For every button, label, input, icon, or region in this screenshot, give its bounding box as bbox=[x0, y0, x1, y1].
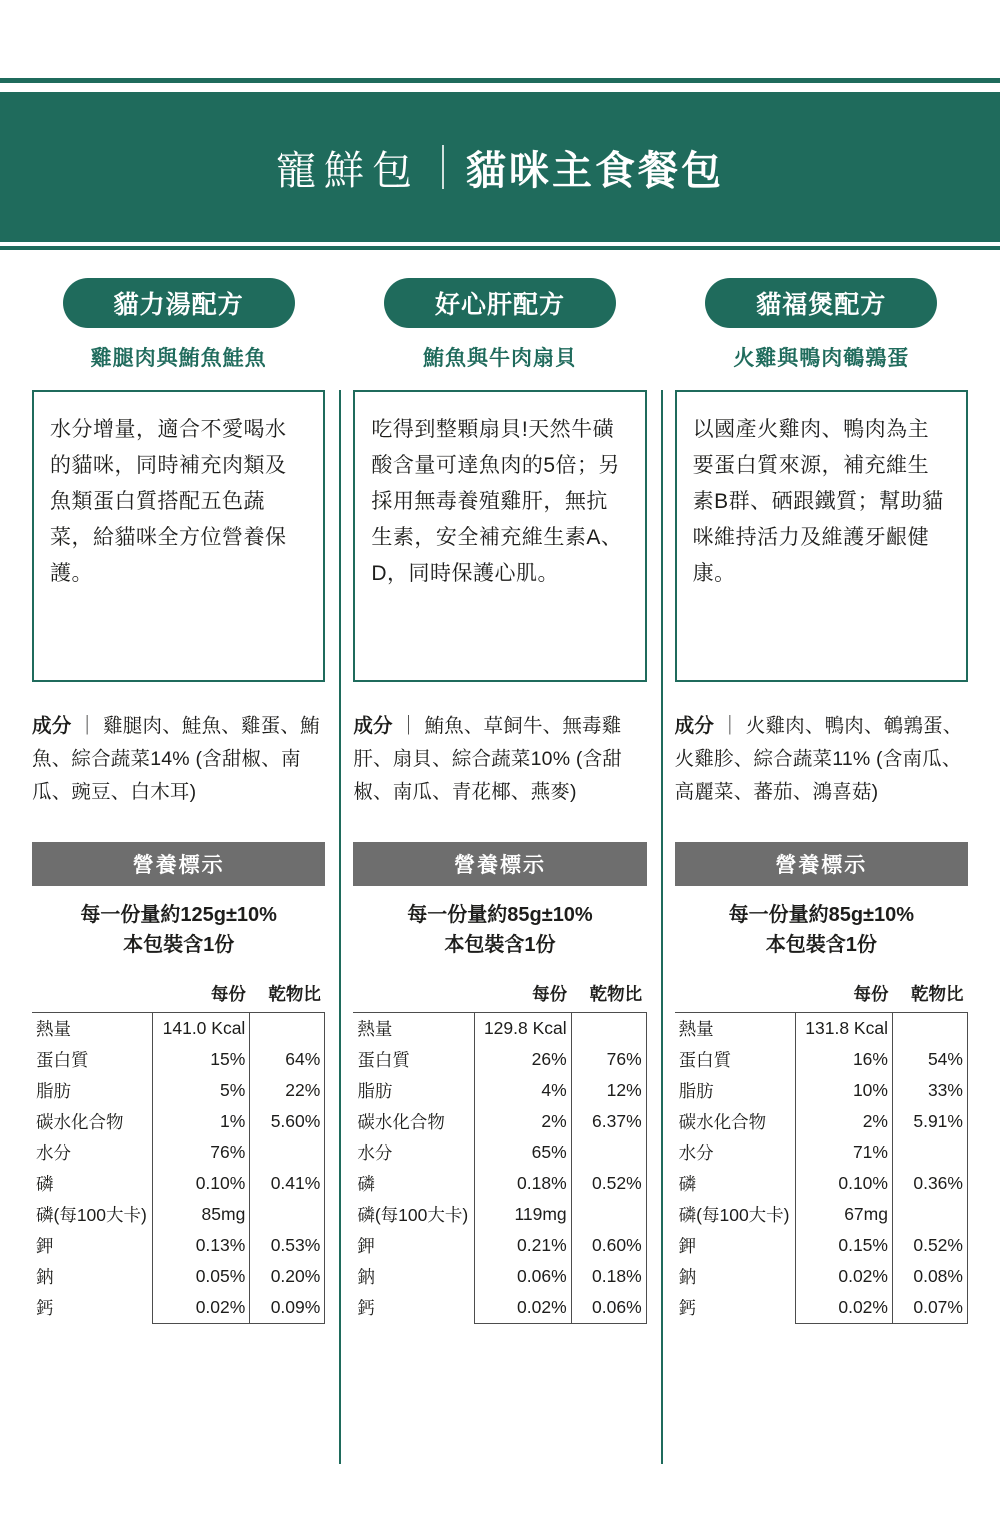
col-header-per-serving: 每份 bbox=[474, 978, 571, 1013]
nutrient-per-serving: 0.21% bbox=[474, 1230, 571, 1261]
nutrient-name: 水分 bbox=[36, 1143, 71, 1164]
nutrient-per-serving: 0.05% bbox=[153, 1261, 250, 1292]
nutrient-name: 碳水化合物 bbox=[678, 1112, 767, 1133]
table-row bbox=[353, 1199, 646, 1230]
nutrient-dry-matter bbox=[892, 1199, 967, 1230]
table-row bbox=[353, 1168, 646, 1199]
ingredients-text-1: 雞腿肉、鮭魚、雞蛋、鮪魚、綜合蔬菜14% (含甜椒、南瓜、豌豆、白木耳) bbox=[32, 715, 320, 803]
nutrient-dry-matter bbox=[571, 1199, 646, 1230]
nutrition-header-2: 營養標示 bbox=[353, 842, 646, 886]
nutrient-per-serving: 0.02% bbox=[474, 1292, 571, 1323]
nutrient-dry-matter: 0.07% bbox=[892, 1292, 967, 1323]
nutrient-per-serving: 76% bbox=[153, 1137, 250, 1168]
nutrient-name: 鈉 bbox=[357, 1267, 375, 1288]
nutrient-per-serving: 0.06% bbox=[474, 1261, 571, 1292]
nutrient-dry-matter: 64% bbox=[250, 1044, 325, 1075]
nutrient-dry-matter bbox=[571, 1137, 646, 1168]
nutrient-name: 鈉 bbox=[678, 1267, 697, 1288]
nutrient-per-serving: 85mg bbox=[153, 1199, 250, 1230]
table-row bbox=[353, 1230, 646, 1261]
table-header-row bbox=[32, 978, 325, 1013]
nutrient-per-serving: 10% bbox=[795, 1075, 892, 1106]
ingredients-separator-2: ｜ bbox=[398, 715, 419, 737]
serving-count-3: 本包裝含1份 bbox=[765, 934, 877, 957]
serving-size-3: 每一份量約85g±10% bbox=[728, 904, 915, 927]
nutrient-name: 碳水化合物 bbox=[36, 1112, 124, 1133]
page-header bbox=[0, 92, 1000, 242]
page-header-band bbox=[0, 92, 1000, 242]
table-row bbox=[353, 1292, 646, 1323]
formula-name-badge-2: 好心肝配方 bbox=[384, 278, 616, 328]
formula-subtitle-2: 鮪魚與牛肉扇貝 bbox=[422, 347, 577, 370]
nutrient-name: 蛋白質 bbox=[357, 1050, 410, 1071]
nutrient-name: 蛋白質 bbox=[678, 1050, 732, 1071]
nutrient-dry-matter: 0.52% bbox=[892, 1230, 967, 1261]
nutrient-name: 鈣 bbox=[357, 1298, 375, 1319]
nutrient-dry-matter: 0.41% bbox=[250, 1168, 325, 1199]
top-divider-rule bbox=[0, 78, 1000, 83]
nutrient-per-serving: 2% bbox=[795, 1106, 892, 1137]
nutrient-name: 脂肪 bbox=[678, 1081, 714, 1102]
nutrient-dry-matter bbox=[571, 1013, 646, 1045]
formula-name-badge-3: 貓福煲配方 bbox=[705, 278, 937, 328]
serving-size-1: 每一份量約125g±10% bbox=[80, 904, 277, 927]
nutrient-per-serving: 0.18% bbox=[474, 1168, 571, 1199]
nutrition-table-1 bbox=[32, 978, 325, 1324]
col-header-blank bbox=[353, 978, 474, 1013]
table-row bbox=[353, 1075, 646, 1106]
table-row bbox=[353, 1137, 646, 1168]
table-header-row bbox=[675, 978, 968, 1013]
nutrient-name: 鉀 bbox=[678, 1236, 697, 1257]
formula-column-1 bbox=[18, 278, 339, 1324]
header-underline-rule bbox=[0, 246, 1000, 250]
table-row bbox=[32, 1106, 325, 1137]
nutrient-per-serving: 2% bbox=[474, 1106, 571, 1137]
table-row bbox=[675, 1230, 968, 1261]
table-row bbox=[353, 1013, 646, 1045]
nutrient-dry-matter: 12% bbox=[571, 1075, 646, 1106]
nutrient-per-serving: 1% bbox=[153, 1106, 250, 1137]
table-row bbox=[675, 1013, 968, 1045]
nutrient-dry-matter: 54% bbox=[892, 1044, 967, 1075]
brand-title: 寵鮮包 bbox=[276, 148, 420, 193]
nutrient-name: 蛋白質 bbox=[36, 1050, 89, 1071]
formula-subtitle-3: 火雞與鴨肉鵪鶉蛋 bbox=[733, 347, 910, 370]
nutrient-name: 磷(每100大卡) bbox=[36, 1205, 147, 1226]
formula-description-2: 吃得到整顆扇貝!天然牛磺酸含量可達魚肉的5倍；另採用無毒養殖雞肝，無抗生素，安全補充維生素A、D，同時保護心肌。 bbox=[353, 390, 646, 682]
col-header-per-serving: 每份 bbox=[795, 978, 892, 1013]
nutrient-name: 熱量 bbox=[357, 1019, 393, 1040]
ingredients-block-2 bbox=[353, 710, 646, 808]
nutrient-name: 磷 bbox=[357, 1174, 375, 1195]
nutrient-per-serving: 0.13% bbox=[153, 1230, 250, 1261]
nutrient-dry-matter: 0.06% bbox=[571, 1292, 646, 1323]
table-row bbox=[675, 1261, 968, 1292]
table-row bbox=[675, 1292, 968, 1323]
formula-subtitle-1: 雞腿肉與鮪魚鮭魚 bbox=[90, 347, 267, 370]
nutrient-dry-matter: 22% bbox=[250, 1075, 325, 1106]
nutrient-per-serving: 129.8 Kcal bbox=[474, 1013, 571, 1045]
col-header-per-serving: 每份 bbox=[153, 978, 250, 1013]
table-row bbox=[353, 1261, 646, 1292]
nutrient-dry-matter: 6.37% bbox=[571, 1106, 646, 1137]
table-row bbox=[675, 1044, 968, 1075]
table-row bbox=[675, 1106, 968, 1137]
table-row bbox=[32, 1168, 325, 1199]
serving-info-2 bbox=[353, 900, 646, 960]
page-title: 貓咪主食餐包 bbox=[466, 148, 724, 193]
formula-column-2 bbox=[339, 278, 660, 1324]
nutrient-per-serving: 0.02% bbox=[153, 1292, 250, 1323]
nutrient-name: 鈣 bbox=[678, 1298, 697, 1319]
nutrient-per-serving: 71% bbox=[795, 1137, 892, 1168]
nutrient-name: 鈉 bbox=[36, 1267, 54, 1288]
nutrient-per-serving: 0.15% bbox=[795, 1230, 892, 1261]
nutrient-dry-matter bbox=[250, 1199, 325, 1230]
formula-columns bbox=[18, 278, 982, 1324]
nutrient-per-serving: 65% bbox=[474, 1137, 571, 1168]
table-row bbox=[675, 1168, 968, 1199]
col-header-dry-matter: 乾物比 bbox=[250, 978, 325, 1013]
nutrient-name: 鈣 bbox=[36, 1298, 54, 1319]
serving-count-2: 本包裝含1份 bbox=[444, 934, 556, 957]
col-header-blank bbox=[675, 978, 796, 1013]
nutrient-dry-matter: 33% bbox=[892, 1075, 967, 1106]
ingredients-text-3: 火雞肉、鴨肉、鵪鶉蛋、火雞胗、綜合蔬菜11% (含南瓜、高麗菜、蕃茄、鴻喜菇) bbox=[674, 715, 963, 803]
nutrition-table-body-1 bbox=[32, 1013, 325, 1324]
formula-column-3 bbox=[661, 278, 982, 1324]
nutrient-dry-matter: 0.09% bbox=[250, 1292, 325, 1323]
nutrient-dry-matter: 0.36% bbox=[892, 1168, 967, 1199]
nutrient-dry-matter: 0.52% bbox=[571, 1168, 646, 1199]
nutrient-per-serving: 0.02% bbox=[795, 1292, 892, 1323]
table-row bbox=[675, 1137, 968, 1168]
ingredients-separator-3: ｜ bbox=[720, 715, 740, 737]
nutrient-name: 鉀 bbox=[357, 1236, 375, 1257]
nutrient-dry-matter: 0.60% bbox=[571, 1230, 646, 1261]
col-header-dry-matter: 乾物比 bbox=[892, 978, 967, 1013]
col-header-dry-matter: 乾物比 bbox=[571, 978, 646, 1013]
nutrient-name: 碳水化合物 bbox=[357, 1112, 445, 1133]
nutrient-dry-matter bbox=[250, 1137, 325, 1168]
nutrient-name: 熱量 bbox=[36, 1019, 71, 1040]
nutrient-dry-matter: 5.60% bbox=[250, 1106, 325, 1137]
nutrient-dry-matter: 5.91% bbox=[892, 1106, 967, 1137]
header-divider bbox=[442, 145, 444, 189]
nutrient-per-serving: 0.10% bbox=[795, 1168, 892, 1199]
nutrient-dry-matter: 0.08% bbox=[892, 1261, 967, 1292]
nutrient-dry-matter: 76% bbox=[571, 1044, 646, 1075]
ingredients-label-2: 成分 bbox=[353, 715, 393, 737]
table-row bbox=[32, 1075, 325, 1106]
table-row bbox=[32, 1013, 325, 1045]
ingredients-block-1 bbox=[32, 710, 325, 808]
formula-description-3: 以國產火雞肉、鴨肉為主要蛋白質來源，補充維生素B群、硒跟鐵質；幫助貓咪維持活力及維護牙齦健康。 bbox=[675, 390, 968, 682]
nutrient-name: 熱量 bbox=[678, 1019, 714, 1040]
nutrient-name: 磷(每100大卡) bbox=[357, 1205, 469, 1226]
ingredients-text-2: 鮪魚、草飼牛、無毒雞肝、扇貝、綜合蔬菜10% (含甜椒、南瓜、青花椰、燕麥) bbox=[353, 715, 622, 803]
formula-name-badge-1: 貓力湯配方 bbox=[63, 278, 295, 328]
nutrient-per-serving: 131.8 Kcal bbox=[795, 1013, 892, 1045]
nutrient-per-serving: 26% bbox=[474, 1044, 571, 1075]
nutrient-name: 水分 bbox=[678, 1143, 714, 1164]
nutrient-dry-matter: 0.53% bbox=[250, 1230, 325, 1261]
serving-info-1 bbox=[32, 900, 325, 960]
nutrient-per-serving: 0.10% bbox=[153, 1168, 250, 1199]
ingredients-label-3: 成分 bbox=[674, 715, 715, 737]
table-row bbox=[32, 1044, 325, 1075]
table-row bbox=[353, 1106, 646, 1137]
nutrient-name: 磷 bbox=[678, 1174, 697, 1195]
ingredients-separator-1: ｜ bbox=[77, 715, 98, 737]
nutrient-dry-matter: 0.20% bbox=[250, 1261, 325, 1292]
table-row bbox=[32, 1292, 325, 1323]
nutrient-per-serving: 15% bbox=[153, 1044, 250, 1075]
nutrient-per-serving: 0.02% bbox=[795, 1261, 892, 1292]
nutrition-header-3: 營養標示 bbox=[675, 842, 968, 886]
table-row bbox=[32, 1230, 325, 1261]
nutrient-per-serving: 5% bbox=[153, 1075, 250, 1106]
nutrient-name: 水分 bbox=[357, 1143, 393, 1164]
table-header-row bbox=[353, 978, 646, 1013]
nutrient-per-serving: 67mg bbox=[795, 1199, 892, 1230]
nutrition-table-2 bbox=[353, 978, 646, 1324]
nutrition-table-3 bbox=[675, 978, 968, 1324]
table-row bbox=[32, 1199, 325, 1230]
nutrient-name: 鉀 bbox=[36, 1236, 54, 1257]
nutrient-per-serving: 141.0 Kcal bbox=[153, 1013, 250, 1045]
nutrient-dry-matter: 0.18% bbox=[571, 1261, 646, 1292]
nutrient-per-serving: 4% bbox=[474, 1075, 571, 1106]
ingredients-block-3 bbox=[675, 710, 968, 808]
nutrient-per-serving: 119mg bbox=[474, 1199, 571, 1230]
nutrient-name: 磷 bbox=[36, 1174, 54, 1195]
nutrition-table-body-3 bbox=[675, 1013, 968, 1324]
table-row bbox=[675, 1199, 968, 1230]
ingredients-label-1: 成分 bbox=[32, 715, 72, 737]
nutrient-name: 磷(每100大卡) bbox=[678, 1205, 790, 1226]
nutrient-dry-matter bbox=[892, 1137, 967, 1168]
nutrition-table-body-2 bbox=[353, 1013, 646, 1324]
table-row bbox=[32, 1261, 325, 1292]
serving-info-3 bbox=[675, 900, 968, 960]
formula-description-1: 水分增量，適合不愛喝水的貓咪，同時補充肉類及魚類蛋白質搭配五色蔬菜，給貓咪全方位營養保護。 bbox=[32, 390, 325, 682]
col-header-blank bbox=[32, 978, 153, 1013]
nutrient-name: 脂肪 bbox=[36, 1081, 71, 1102]
table-row bbox=[353, 1044, 646, 1075]
nutrition-header-1: 營養標示 bbox=[32, 842, 325, 886]
nutrient-dry-matter bbox=[250, 1013, 325, 1045]
table-row bbox=[32, 1137, 325, 1168]
nutrient-dry-matter bbox=[892, 1013, 967, 1045]
table-row bbox=[675, 1075, 968, 1106]
serving-count-1: 本包裝含1份 bbox=[123, 934, 235, 957]
nutrient-per-serving: 16% bbox=[795, 1044, 892, 1075]
serving-size-2: 每一份量約85g±10% bbox=[407, 904, 593, 927]
nutrient-name: 脂肪 bbox=[357, 1081, 393, 1102]
